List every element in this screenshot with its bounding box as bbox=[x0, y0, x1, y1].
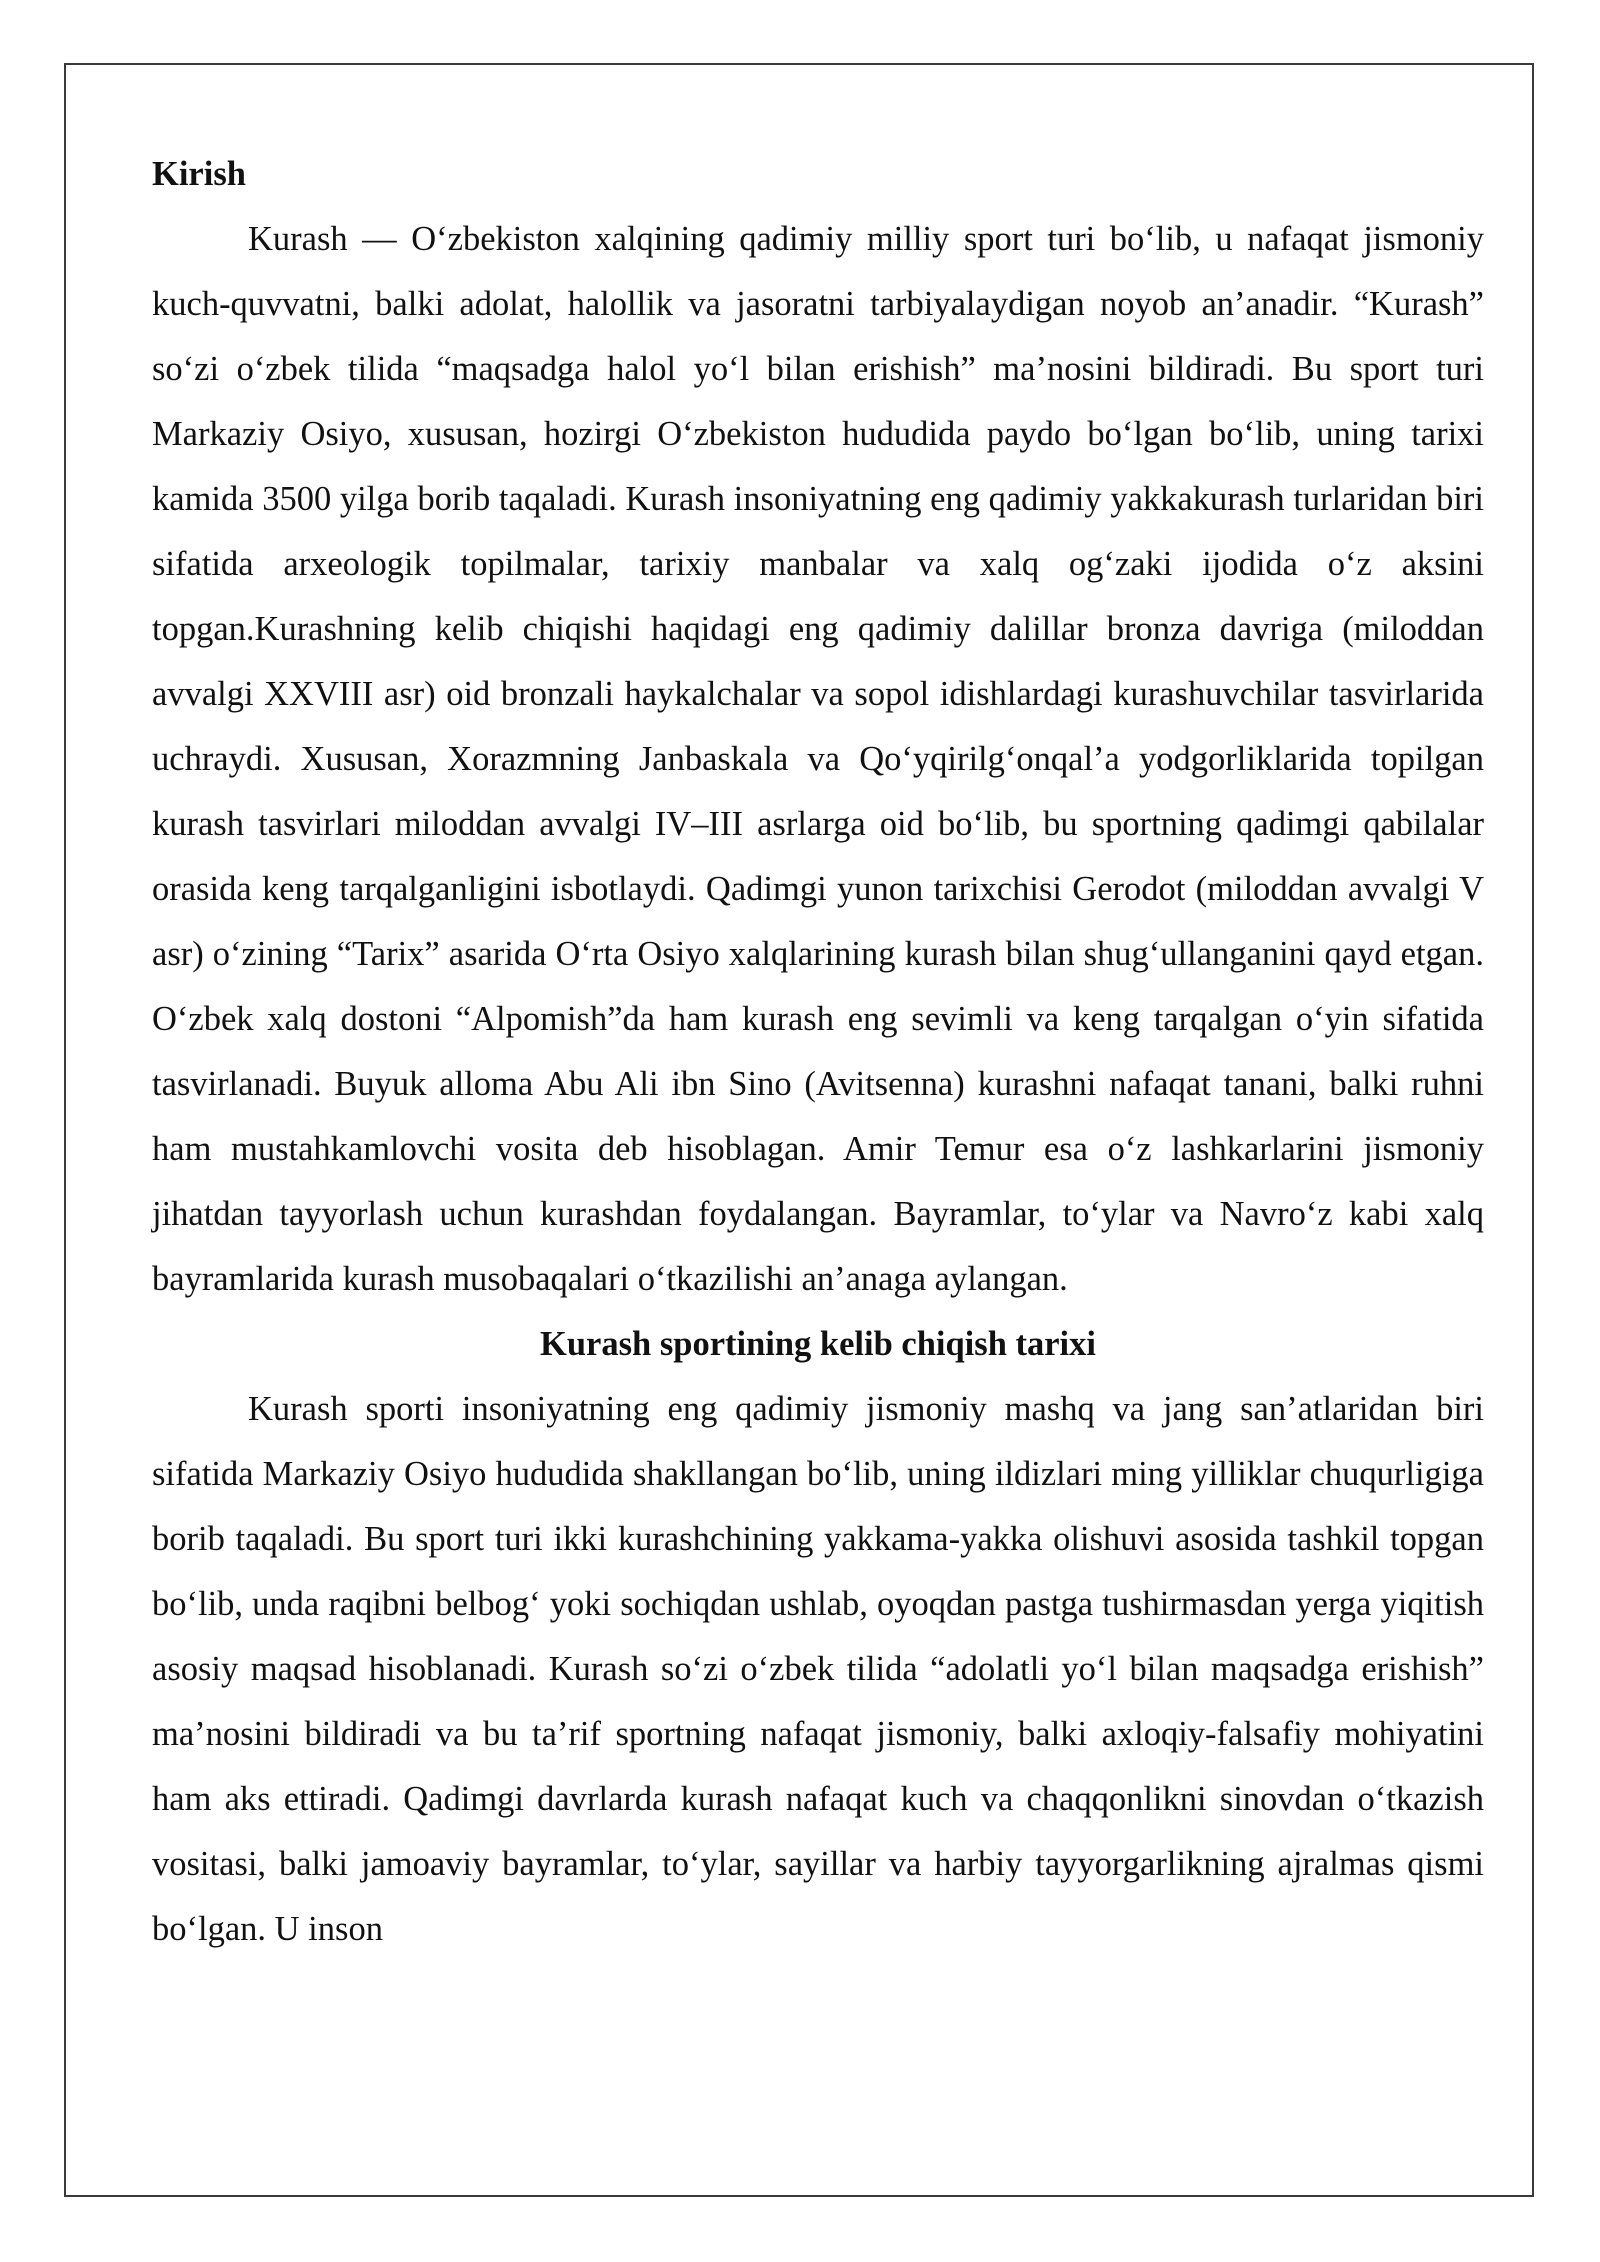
section-heading-kirish: Kirish bbox=[152, 155, 246, 193]
history-paragraph: Kurash sporti insoniyatning eng qadimiy jismoniy mashq va jang san’atlaridan biri sifatida Markaziy Osiyo hududida shakllangan bo‘lib, uning ildizlari ming yilliklar chuqurligiga borib taqaladi. Bu sport turi ikki kurashchining yakkama-yakka olishuvi asosida tashkil topgan bo‘lib, unda raqibni belbog‘ yoki sochiqdan ushlab, oyoqdan pastga tushirmasdan yerga yiqitish asosiy maqsad hisoblanadi. Kurash so‘zi o‘zbek tilida “adolatli yo‘l bilan maqsadga erishish” ma’nosini bildiradi va bu ta’rif sportning nafaqat jismoniy, balki axloqiy-falsafiy mohiyatini ham aks ettiradi. Qadimgi davrlarda kurash nafaqat kuch va chaqqonlikni sinovdan o‘tkazish vositasi, balki jamoaviy bayramlar, to‘ylar, sayillar va harbiy tayyorgarlikning ajralmas qismi bo‘lgan. U inson bbox=[152, 1390, 1484, 1948]
intro-paragraph: Kurash — O‘zbekiston xalqining qadimiy milliy sport turi bo‘lib, u nafaqat jismoniy kuch-quvvatni, balki adolat, halollik va jasoratni tarbiyalaydigan noyob an’anadir. “Kurash” so‘zi o‘zbek tilida “maqsadga halol yo‘l bilan erishish” ma’nosini bildiradi. Bu sport turi Markaziy Osiyo, xususan, hozirgi O‘zbekiston hududida paydo bo‘lgan bo‘lib, uning tarixi kamida 3500 yilga borib taqaladi. Kurash insoniyatning eng qadimiy yakkakurash turlaridan biri sifatida arxeologik topilmalar, tarixiy manbalar va xalq og‘zaki ijodida o‘z aksini topgan.Kurashning kelib chiqishi haqidagi eng qadimiy dalillar bronza davriga (miloddan avvalgi XXVIII asr) oid bronzali haykalchalar va sopol idishlardagi kurashuvchilar tasvirlarida uchraydi. Xususan, Xorazmning Janbaskala va Qo‘yqirilg‘onqal’a yodgorliklarida topilgan kurash tasvirlari miloddan avvalgi IV–III asrlarga oid bo‘lib, bu sportning qadimgi qabilalar orasida keng tarqalganligini isbotlaydi. Qadimgi yunon tarixchisi Gerodot (miloddan avvalgi V asr) o‘zining “Tarix” asarida O‘rta Osiyo xalqlarining kurash bilan shug‘ullanganini qayd etgan. O‘zbek xalq dostoni “Alpomish”da ham kurash eng sevimli va keng tarqalgan o‘yin sifatida tasvirlanadi. Buyuk alloma Abu Ali ibn Sino (Avitsenna) kurashni nafaqat tanani, balki ruhni ham mustahkamlovchi vosita deb hisoblagan. Amir Temur esa o‘z lashkarlarini jismoniy jihatdan tayyorlash uchun kurashdan foydalangan. Bayramlar, to‘ylar va Navro‘z kabi xalq bayramlarida kurash musobaqalari o‘tkazilishi an’anaga aylangan. bbox=[152, 220, 1484, 1298]
document-body bbox=[152, 142, 1484, 1962]
section-heading-history: Kurash sportining kelib chiqish tarixi bbox=[540, 1325, 1096, 1363]
